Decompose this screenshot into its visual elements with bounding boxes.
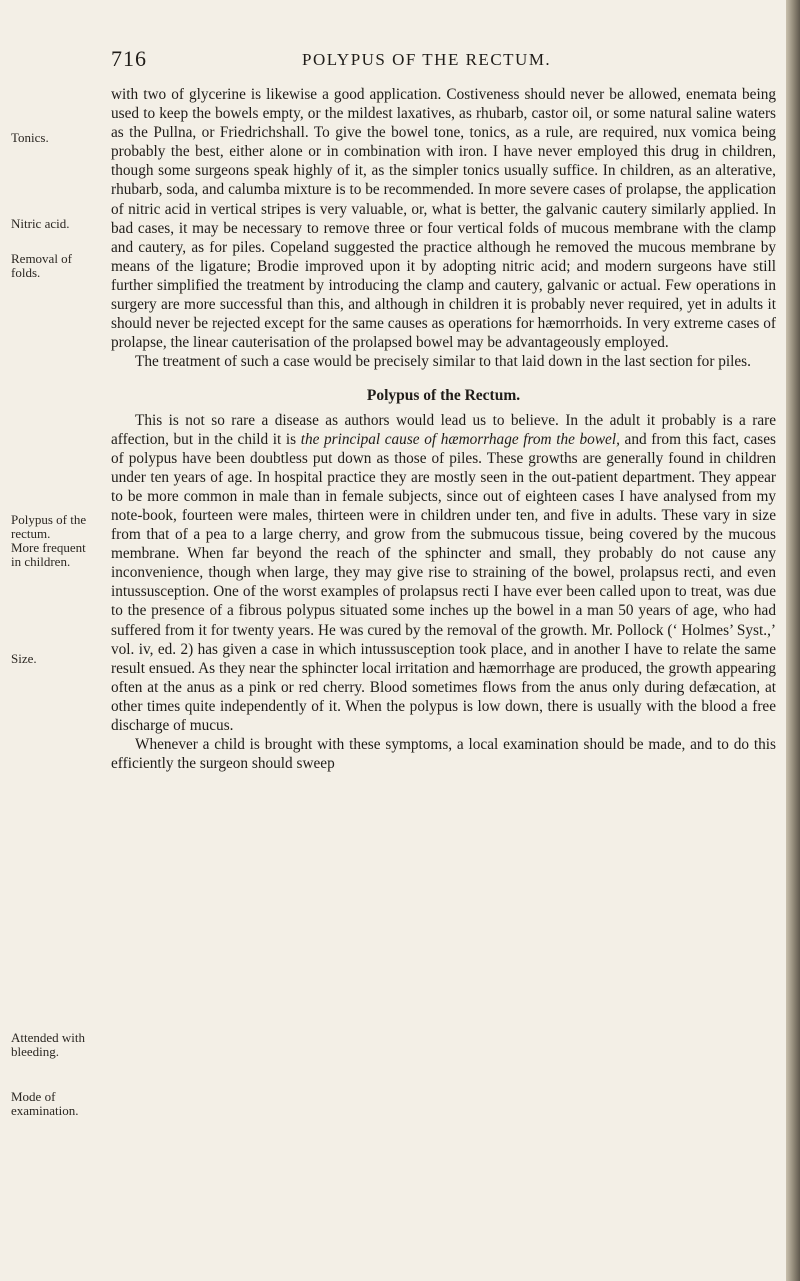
margin-note-more-frequent: More frequent in children. xyxy=(11,540,86,569)
running-head: POLYPUS OF THE RECTUM. xyxy=(302,50,552,69)
margin-note-tonics: Tonics. xyxy=(11,130,49,145)
body-text xyxy=(111,85,776,773)
paragraph: The treatment of such a case would be precisely similar to that laid down in the last section for piles. xyxy=(135,353,751,371)
section-heading: Polypus of the Rectum. xyxy=(366,387,521,405)
margin-note-examination: Mode of examination. xyxy=(11,1089,79,1118)
margin-note-bleeding: Attended with bleeding. xyxy=(11,1030,86,1059)
margin-note-size: Size. xyxy=(11,651,37,666)
paragraph: Whenever a child is brought with these symptoms, a local examination should be made, and to do this efficiently the surgeon should sweep xyxy=(111,736,776,773)
margin-note-polypus: Polypus of the rectum. xyxy=(11,512,87,541)
page-number: 716 xyxy=(111,46,147,71)
paragraph-text: This is not so rare a disease as authors would lead us to believe. In the adult it probably is a rare affection, but in the child it is xyxy=(111,411,776,448)
paragraph xyxy=(111,411,776,736)
margin-note-removal-of-folds: Removal of folds. xyxy=(11,251,73,280)
paragraph-text: and from this fact, cases of polypus have been doubtless put down as those of piles. These growths are generally found in children under ten years of age. In hospital practice they are mostly seen in the out-patient department. They appear to be more common in male than in female subjects, since out of eighteen cases I have analysed from my note-book, fourteen were males, thirteen were in children under ten, and five in adults. These vary in size from that of a pea to a large cherry, and grow from the submucous tissue, being covered by the mucous membrane. When far beyond the reach of the sphincter and small, they probably do not cause any inconvenience, though when large, they may give rise to straining of the bowel, prolapsus recti, and even intussusception. One of the worst examples of prolapsus recti I have ever been called upon to treat, was due to the presence of a fibrous polypus situated some inches up the bowel in a man 50 years of age, who had suffered from it for twenty years. He was cured by the removal of the growth. Mr. Pollock (‘ Holmes’ Syst.,’ vol. iv, ed. 2) has given a case in which intussusception took place, and in another I have to relate the same result ensued. As they near the sphincter local irritation and hæmorrhage are produced, the growth appearing often at the anus as a pink or red cherry. Blood sometimes flows from the anus only during defæcation, at other times quite independently of it. When the polypus is low down, there is usually with the blood a free discharge of mucus. xyxy=(111,430,776,734)
emphasis-text: the principal cause of hæmorrhage from the bowel, xyxy=(300,430,620,448)
page-edge xyxy=(786,0,800,1281)
page-header xyxy=(0,46,800,76)
paragraph: with two of glycerine is likewise a good application. Costiveness should never be allowed, enemata being used to keep the bowels empty, or the mildest laxatives, as rhubarb, castor oil, or some natural saline waters as the Pullna, or Friedrichshall. To give the bowel tone, tonics, as a rule, are required, nux vomica being probably the best, either alone or in combination with iron. I have never employed this drug in children, though some surgeons speak highly of it, as the simpler tonics usually suffice. In children, as an alterative, rhubarb, soda, and calumba mixture is to be recommended. In more severe cases of prolapse, the application of nitric acid in vertical stripes is very valuable, or, what is better, the galvanic cautery similarly applied. In bad cases, it may be necessary to remove three or four vertical folds of mucous membrane with the clamp and cautery, as for piles. Copeland suggested the practice although he removed the mucous membrane by means of the ligature; Brodie improved upon it by adopting nitric acid; and modern surgeons have still further simplified the treatment by introducing the clamp and cautery, galvanic or actual. Few operations in surgery are more successful than this, and although in children it is probably never required, yet in adults it should never be rejected except for the same causes as operations for hæmorrhoids. In very extreme cases of prolapse, the linear cauterisation of the prolapsed bowel may be advantageously employed. xyxy=(111,86,776,352)
margin-note-nitric-acid: Nitric acid. xyxy=(11,216,70,231)
